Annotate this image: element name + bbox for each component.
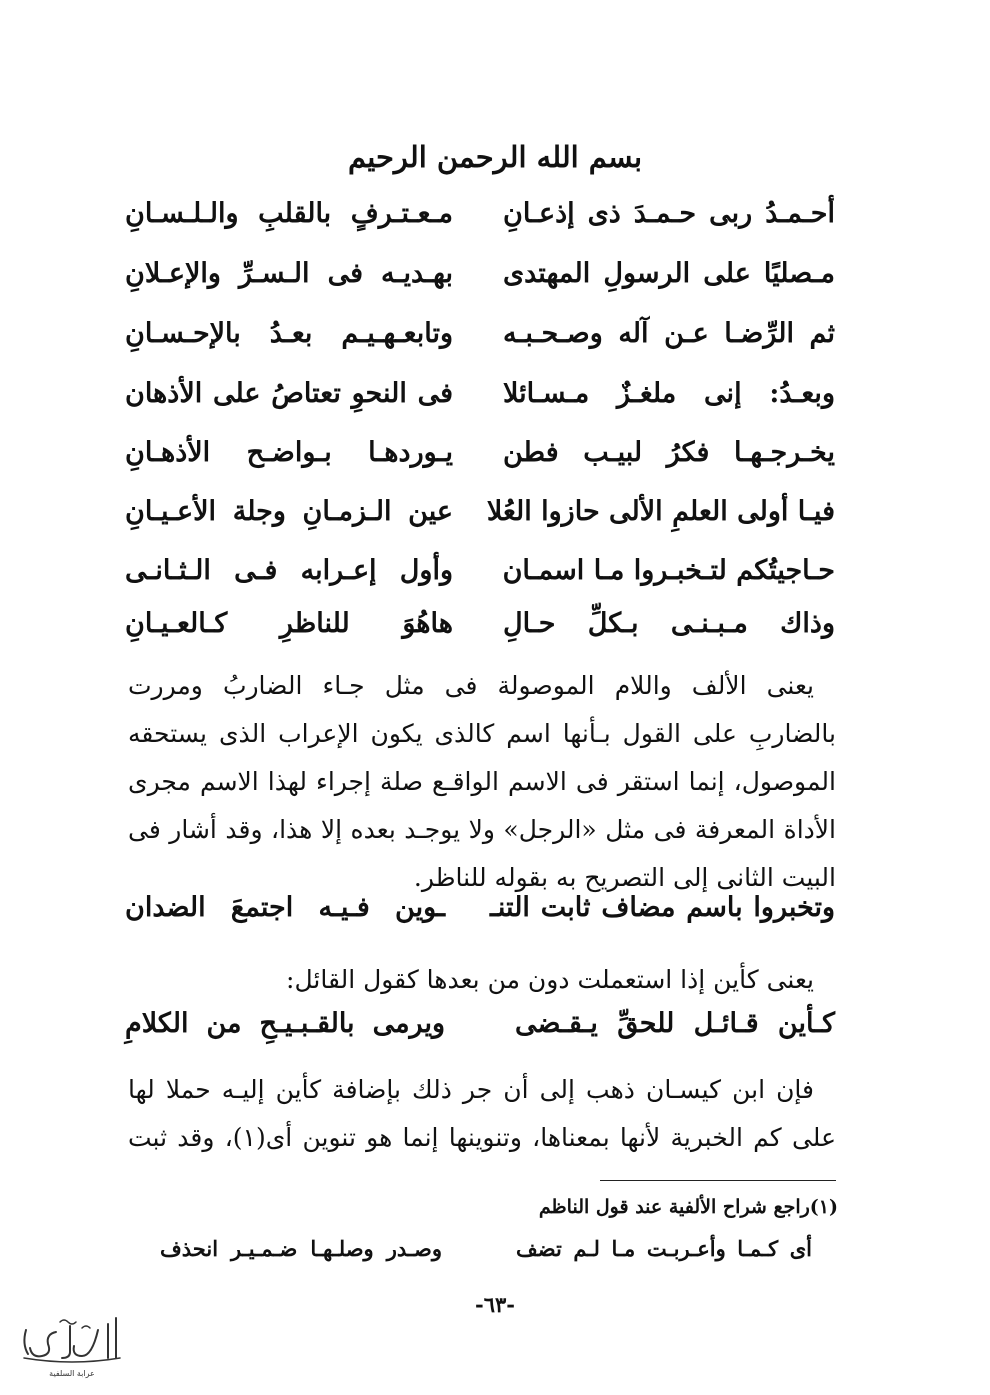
commentary-paragraph-1 (128, 662, 836, 902)
verse-2 (125, 258, 835, 308)
verse-6-second-hemistich: عين الـزمـانِ وجلة الأعـيـانِ (125, 496, 453, 527)
footnote-verse-second-hemistich: وصـدر وصلـهـا ضـمـيـر انحذف (160, 1236, 442, 1261)
paragraph-line: على كم الخبرية لأنها بمعناها، وتنوينها إنما هو تنوين أى(١)، وقد ثبت (128, 1123, 836, 1152)
paragraph-line: يعنى الألف واللام الموصولة فى مثل جـاء الضاربُ ومررت (128, 671, 814, 700)
verse-5 (125, 437, 835, 487)
paragraph-line: بالضاربِ على القول بـأنها اسم كالذى يكون الإعراب الذى يستحقه (128, 719, 836, 748)
verse-2-first-hemistich: مـصليًا على الرسولِ المهتدى (503, 258, 835, 289)
basmala-title: بسم الله الرحمن الرحيم (347, 140, 643, 174)
verse-6 (125, 496, 835, 546)
verse-4 (125, 378, 835, 428)
verse-4-second-hemistich: فى النحوِ تعتاصُ على الأذهان (125, 378, 453, 409)
verse-middle-second-hemistich: ـوين فـيـه اجتمعَ الضدان (125, 892, 445, 923)
verse-8 (125, 608, 835, 658)
paragraph-line: البيت الثانى إلى التصريح به بقوله للناظر. (413, 863, 836, 892)
svg-text:عرابة السلفية: عرابة السلفية (49, 1369, 95, 1378)
verse-1 (125, 198, 835, 248)
footnote-verse-first-hemistich: أى كـمـا وأعـربـت مـا لـم تضف (516, 1236, 812, 1261)
verse-middle (125, 892, 835, 942)
verse-quote-second-hemistich: ويرمى بالقـبـيـحِ من الكلامِ (125, 1008, 445, 1039)
verse-1-first-hemistich: أحـمـدُ ربى حـمـدَ ذى إذعـانِ (503, 198, 835, 229)
verse-quote (125, 1008, 835, 1058)
verse-quote-first-hemistich: كـأين قـائـل للحقِّ يـقـضى (515, 1008, 835, 1039)
verse-6-first-hemistich: فيـا أولى العلمِ الألى حازوا العُلا (486, 496, 835, 527)
verse-5-first-hemistich: يخـرجـهـا فكرُ لبيـب فطن (503, 437, 835, 468)
commentary-paragraph-3 (128, 1066, 836, 1162)
verse-8-first-hemistich: وذاك مـبـنـى بـكلِّ حـالِ (503, 608, 835, 639)
verse-4-first-hemistich: وبعـدُ: إنى ملغـزٌ مـسـائلا (503, 378, 835, 409)
paragraph-line: يعنى كأين إذا استعملت دون من بعدها كقول القائل: (286, 965, 814, 994)
verse-7 (125, 555, 835, 605)
footnote-verse (160, 1236, 812, 1270)
verse-3-second-hemistich: وتابعـهـيـم بعـدُ بالإحـسـانِ (125, 318, 453, 349)
library-logo (12, 1310, 132, 1385)
footnote-heading: (١)راجع شراح الألفية عند قول الناظم (538, 1196, 838, 1218)
commentary-paragraph-2 (128, 956, 836, 1004)
page-number: -٦٣- (475, 1292, 515, 1317)
footnote-separator (600, 1180, 836, 1181)
paragraph-line: فإن ابن كيسـان ذهب إلى أن جر ذلك بإضافة كأين إليـه حملا لها (128, 1075, 814, 1104)
verse-5-second-hemistich: يـوردهـا بـواضـح الأذهـانِ (125, 437, 453, 468)
verse-3-first-hemistich: ثم الرِّضـا عـن آله وصـحـبـه (503, 318, 835, 349)
verse-2-second-hemistich: بهـديـه فى الـسـرِّ والإعـلانِ (125, 258, 453, 289)
verse-8-second-hemistich: هاهُوَ للناظرِ كـالعـيـانِ (125, 608, 453, 639)
verse-3 (125, 318, 835, 368)
verse-1-second-hemistich: مـعـتـرفٍ بالقلبِ والـلـسـانِ (125, 198, 453, 229)
verse-7-second-hemistich: وأول إعـرابه فـى الـثـانـى (125, 555, 453, 586)
verse-7-first-hemistich: حـاجيتُكم لتـخبـروا مـا اسمـان (502, 555, 835, 586)
paragraph-line: الموصول، إنما استقر فى الاسم الواقـع صلة إجراء لهذا الاسم مجرى (128, 767, 836, 796)
paragraph-line: الأداة المعرفة فى مثل «الرجل» ولا يوجـد بعده إلا هذا، وقد أشار فى (128, 815, 836, 844)
verse-middle-first-hemistich: وتخبروا باسم مضاف ثابت التنـ (490, 892, 835, 923)
